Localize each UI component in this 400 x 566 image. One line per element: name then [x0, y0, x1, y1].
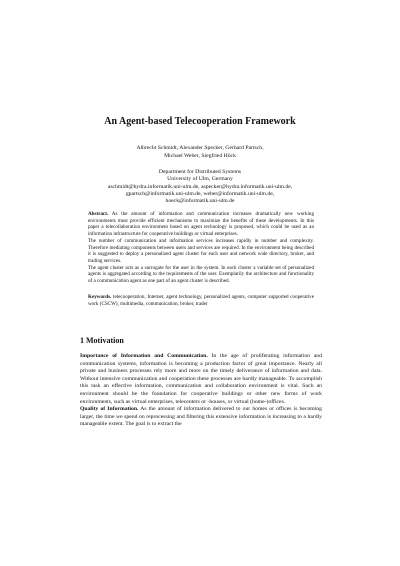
paragraph-run-in-heading: Importance of Information and Communication.: [80, 353, 208, 359]
keywords-label: Keywords.: [88, 294, 112, 300]
abstract-text: As the amount of information and communication increases dramatically new working environments must provide efficient mechanisms to maximize the benefits of these developments. In this paper a telecollaboration environment based on agent technology is proposed, which could be used as an information infrastructure for cooperative buildings or virtual enterprises.: [88, 211, 314, 238]
email-line: hoeck@informatik.uni-ulm.de: [165, 198, 235, 205]
author-list: [0, 145, 400, 160]
section-body: [80, 353, 322, 429]
email-line: aschmidt@hydra.informatik.uni-ulm.de, aspecker@hydra.informatik.uni-ulm.de,: [107, 183, 293, 190]
paragraph-text: As the amount of information delivered to our homes or offices is becoming larger, the time we spend on reprocessing and filtering this extensive information is increasing to a hardly manageable extent. The goal is to extract the: [80, 406, 322, 428]
abstract-paragraph: The agent cluster acts as a surrogate for the user in the system. In each cluster a variable set of personalized agents is aggregated according to the requirements of the user. Exemplarily the architecture and functionality of a communication agent as one part of an agent cluster is described.: [88, 264, 314, 285]
abstract: [88, 211, 314, 285]
abstract-paragraph: The number of communication and information services increases rapidly in number and complexity. Therefore mediating components between users and services are required. In the environment being described it is suggested to deploy a personalized agent cluster for each user and network wide directory, broker, and trading services.: [88, 237, 314, 264]
section-heading: 1 Motivation: [80, 336, 124, 345]
paper-title: An Agent-based Telecooperation Framework: [104, 116, 296, 127]
keywords: [88, 294, 314, 307]
abstract-paragraph: [88, 211, 314, 238]
university: University of Ulm, Germany: [167, 176, 233, 183]
paragraph-text: In the age of proliferating information and communication systems, information is becoming a production factor of great importance. Nearly all private and business processes rely more and more on the timely deliverance of information and data. Without intensive communication and cooperation these processes are hardly manageable. To accomplish this task an effective information, communication and collaboration environment is vital. Such an environment should be the foundation for cooperative buildings or other new forms of work environments, such as virtual enterprises, telecenters or -houses, or virtual (home-)offices.: [80, 353, 322, 405]
abstract-label: Abstract.: [88, 211, 109, 217]
paragraph-run-in-heading: Quality of Information.: [80, 406, 139, 413]
keywords-text: telecooperation, Internet, agent technology, personalized agents, computer supported cooperative work (CSCW), multimedia, communication, broker, trader: [88, 294, 314, 307]
body-paragraph: [80, 406, 322, 429]
authors-line: Michael Weber, Siegfried Höck: [164, 152, 236, 159]
keywords-paragraph: [88, 294, 314, 307]
department: Department for Distributed Systems: [158, 169, 242, 175]
email-line: gpartsch@informatik.uni-ulm.de, weber@informatik.uni-ulm.de,: [125, 190, 275, 197]
body-paragraph: [80, 353, 322, 406]
affiliation-block: [0, 169, 400, 205]
authors-line: Albrecht Schmidt, Alexander Specker, Gerhard Partsch,: [136, 145, 264, 151]
